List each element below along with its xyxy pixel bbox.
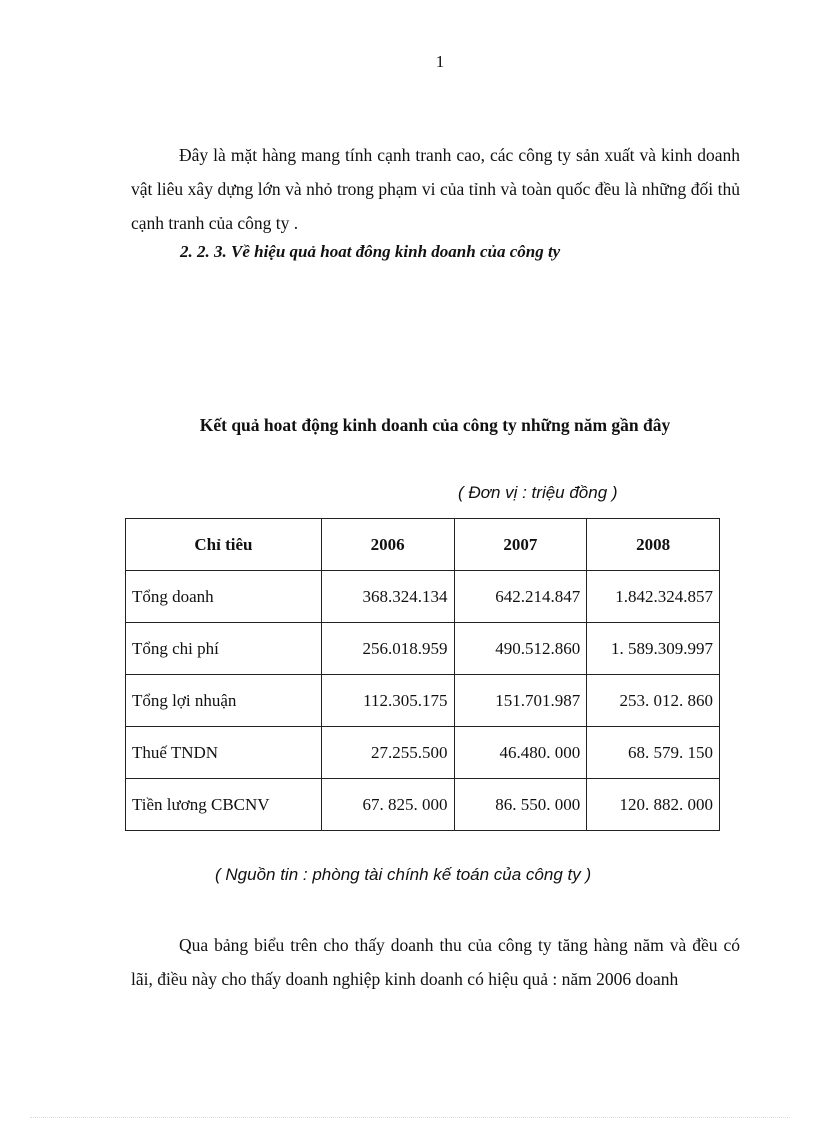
header-year-2008: 2008 — [587, 519, 720, 571]
table-row — [126, 779, 720, 831]
source-note: ( Nguồn tin : phòng tài chính kế toán của công ty ) — [215, 865, 592, 884]
results-table — [125, 518, 720, 831]
header-year-2007: 2007 — [454, 519, 587, 571]
cell-value: 67. 825. 000 — [321, 779, 454, 831]
cell-value: 490.512.860 — [454, 623, 587, 675]
row-label: Thuế TNDN — [126, 727, 322, 779]
intro-paragraph-text: Đây là mặt hàng mang tính cạnh tranh cao, các công ty sản xuất và kinh doanh vật liêu xây dựng lớn và nhỏ trong phạm vi của tỉnh và toàn quốc đều là những đối thủ cạnh tranh của công ty . — [131, 145, 740, 233]
table-header-row — [126, 519, 720, 571]
table-row — [126, 675, 720, 727]
page-bottom-divider — [30, 1117, 790, 1118]
cell-value: 253. 012. 860 — [587, 675, 720, 727]
cell-value: 151.701.987 — [454, 675, 587, 727]
cell-value: 27.255.500 — [321, 727, 454, 779]
row-label: Tổng chi phí — [126, 623, 322, 675]
cell-value: 1. 589.309.997 — [587, 623, 720, 675]
row-label: Tổng lợi nhuận — [126, 675, 322, 727]
table-row — [126, 727, 720, 779]
cell-value: 46.480. 000 — [454, 727, 587, 779]
section-heading: 2. 2. 3. Về hiệu quả hoat đông kinh doanh của công ty — [180, 242, 561, 261]
conclusion-paragraph-text: Qua bảng biểu trên cho thấy doanh thu của công ty tăng hàng năm và đều có lãi, điều này cho thấy doanh nghiệp kinh doanh có hiệu quả : năm 2006 doanh — [131, 935, 740, 989]
cell-value: 112.305.175 — [321, 675, 454, 727]
cell-value: 642.214.847 — [454, 571, 587, 623]
table-row — [126, 571, 720, 623]
header-year-2006: 2006 — [321, 519, 454, 571]
table-row — [126, 623, 720, 675]
cell-value: 368.324.134 — [321, 571, 454, 623]
conclusion-paragraph — [131, 928, 740, 996]
cell-value: 86. 550. 000 — [454, 779, 587, 831]
intro-paragraph — [131, 138, 740, 240]
cell-value: 120. 882. 000 — [587, 779, 720, 831]
cell-value: 68. 579. 150 — [587, 727, 720, 779]
unit-note: ( Đơn vị : triệu đồng ) — [458, 483, 618, 502]
page-number: 1 — [435, 52, 445, 71]
row-label: Tổng doanh — [126, 571, 322, 623]
table-title: Kết quả hoat động kinh doanh của công ty những năm gần đây — [199, 415, 671, 435]
row-label: Tiền lương CBCNV — [126, 779, 322, 831]
cell-value: 256.018.959 — [321, 623, 454, 675]
cell-value: 1.842.324.857 — [587, 571, 720, 623]
header-indicator: Chỉ tiêu — [126, 519, 322, 571]
